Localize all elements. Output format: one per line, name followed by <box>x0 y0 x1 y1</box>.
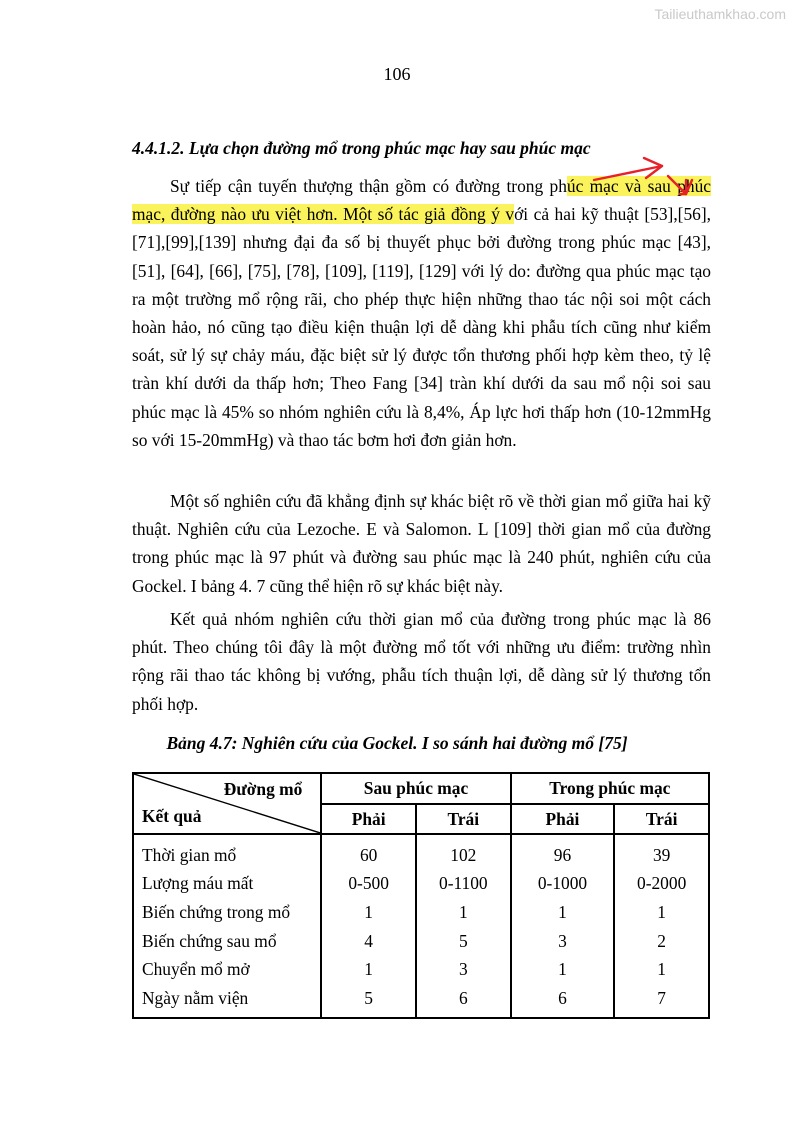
table-row <box>133 870 709 899</box>
subheader-cell: Trái <box>416 804 511 834</box>
table-cell: 4 <box>321 927 416 956</box>
table-cell: 1 <box>511 955 615 984</box>
corner-label-bottom: Kết quả <box>142 806 202 826</box>
row-label: Chuyển mổ mở <box>133 955 321 984</box>
table-cell: 3 <box>511 927 615 956</box>
subheader-cell: Trái <box>614 804 709 834</box>
paragraph-1-text-end: ới cả hai kỹ thuật [53],[56],[71],[99],[139] nhưng đại đa số bị thuyết phục bởi đường trong phúc mạc [43], [51], [64], [66], [75], [78], [109], [119], [129] với lý do: đường qua phúc mạc tạo ra một trường mổ rộng rãi, cho phép thực hiện những thao tác nội soi một cách hoàn hảo, nó cũng tạo điều kiện thuận lợi dễ dàng khi phẫu tích cũng như kiểm soát, sử lý sự chảy máu, đặc biệt sử lý được tổn thương phối hợp kèm theo, tỷ lệ tràn khí dưới da thấp hơn; Theo Fang [34] tràn khí dưới da sau mổ nội soi sau phúc mạc là 45% so nhóm nghiên cứu là 8,4%, Áp lực hơi thấp hơn (10-12mmHg so với 15-20mmHg) và thao tác bơm hơi đơn giản hơn. <box>132 204 711 450</box>
table-cell: 39 <box>614 834 709 870</box>
paragraph-3: Kết quả nhóm nghiên cứu thời gian mổ của đường trong phúc mạc là 86 phút. Theo chúng tôi đây là một đường mổ tốt với những ưu điểm: trường nhìn rộng rãi thao tác không bị vướng, phẫu tích thuận lợi, dễ dàng sử lý thương tổn phối hợp. <box>132 609 711 714</box>
table-cell: 96 <box>511 834 615 870</box>
table-cell: 102 <box>416 834 511 870</box>
group-header-2: Trong phúc mạc <box>511 773 709 804</box>
table-cell: 5 <box>416 927 511 956</box>
row-label: Thời gian mổ <box>133 834 321 870</box>
table-cell: 1 <box>614 898 709 927</box>
row-label: Biến chứng sau mổ <box>133 927 321 956</box>
table-cell: 1 <box>321 898 416 927</box>
table-cell: 0-500 <box>321 870 416 899</box>
table-row <box>133 927 709 956</box>
watermark: Tailieuthamkhao.com <box>654 6 786 22</box>
row-label: Ngày nằm viện <box>133 984 321 1018</box>
table-corner-cell <box>133 773 321 834</box>
subheader-cell: Phải <box>511 804 615 834</box>
table-cell: 6 <box>416 984 511 1018</box>
group-header-1: Sau phúc mạc <box>321 773 510 804</box>
table-cell: 0-1100 <box>416 870 511 899</box>
row-label: Biến chứng trong mổ <box>133 898 321 927</box>
table-cell: 2 <box>614 927 709 956</box>
red-arrow-annotation-icon <box>580 150 700 220</box>
table-cell: 1 <box>416 898 511 927</box>
row-label: Lượng máu mất <box>133 870 321 899</box>
paragraph-2: Một số nghiên cứu đã khẳng định sự khác biệt rõ về thời gian mổ giữa hai kỹ thuật. Nghiên cứu của Lezoche. E và Salomon. L [109] thời gian mổ của đường trong phúc mạc là 97 phút và đường sau phúc mạc là 240 phút, nghiên cứu của Gockel. I bảng 4. 7 cũng thể hiện rõ sự khác biệt này. <box>132 491 711 596</box>
paragraph-1-text-start: Sự tiếp cận tuyến thượng thận gồm có đường trong ph <box>170 176 567 196</box>
table-cell: 7 <box>614 984 709 1018</box>
table-row <box>133 955 709 984</box>
comparison-table <box>132 772 710 1019</box>
table-row <box>133 898 709 927</box>
page-number: 106 <box>383 64 411 84</box>
highlighted-text: úc mạc và sau phúc mạc, đường nào ưu việt hơn. Một số tác giả đồng ý v <box>132 176 711 225</box>
table-row <box>133 834 709 870</box>
subheader-cell: Phải <box>321 804 416 834</box>
section-heading: 4.4.1.2. Lựa chọn đường mổ trong phúc mạc hay sau phúc mạc <box>132 138 591 158</box>
table-cell: 1 <box>321 955 416 984</box>
table-row <box>133 984 709 1018</box>
table-cell: 0-2000 <box>614 870 709 899</box>
table-caption: Bảng 4.7: Nghiên cứu của Gockel. I so sánh hai đường mổ [75] <box>166 733 628 753</box>
table-cell: 1 <box>614 955 709 984</box>
corner-label-top: Đường mổ <box>223 779 303 799</box>
table-header-row <box>133 773 709 804</box>
table-cell: 60 <box>321 834 416 870</box>
table-cell: 1 <box>511 898 615 927</box>
table-cell: 0-1000 <box>511 870 615 899</box>
table-cell: 6 <box>511 984 615 1018</box>
table-cell: 3 <box>416 955 511 984</box>
table-cell: 5 <box>321 984 416 1018</box>
